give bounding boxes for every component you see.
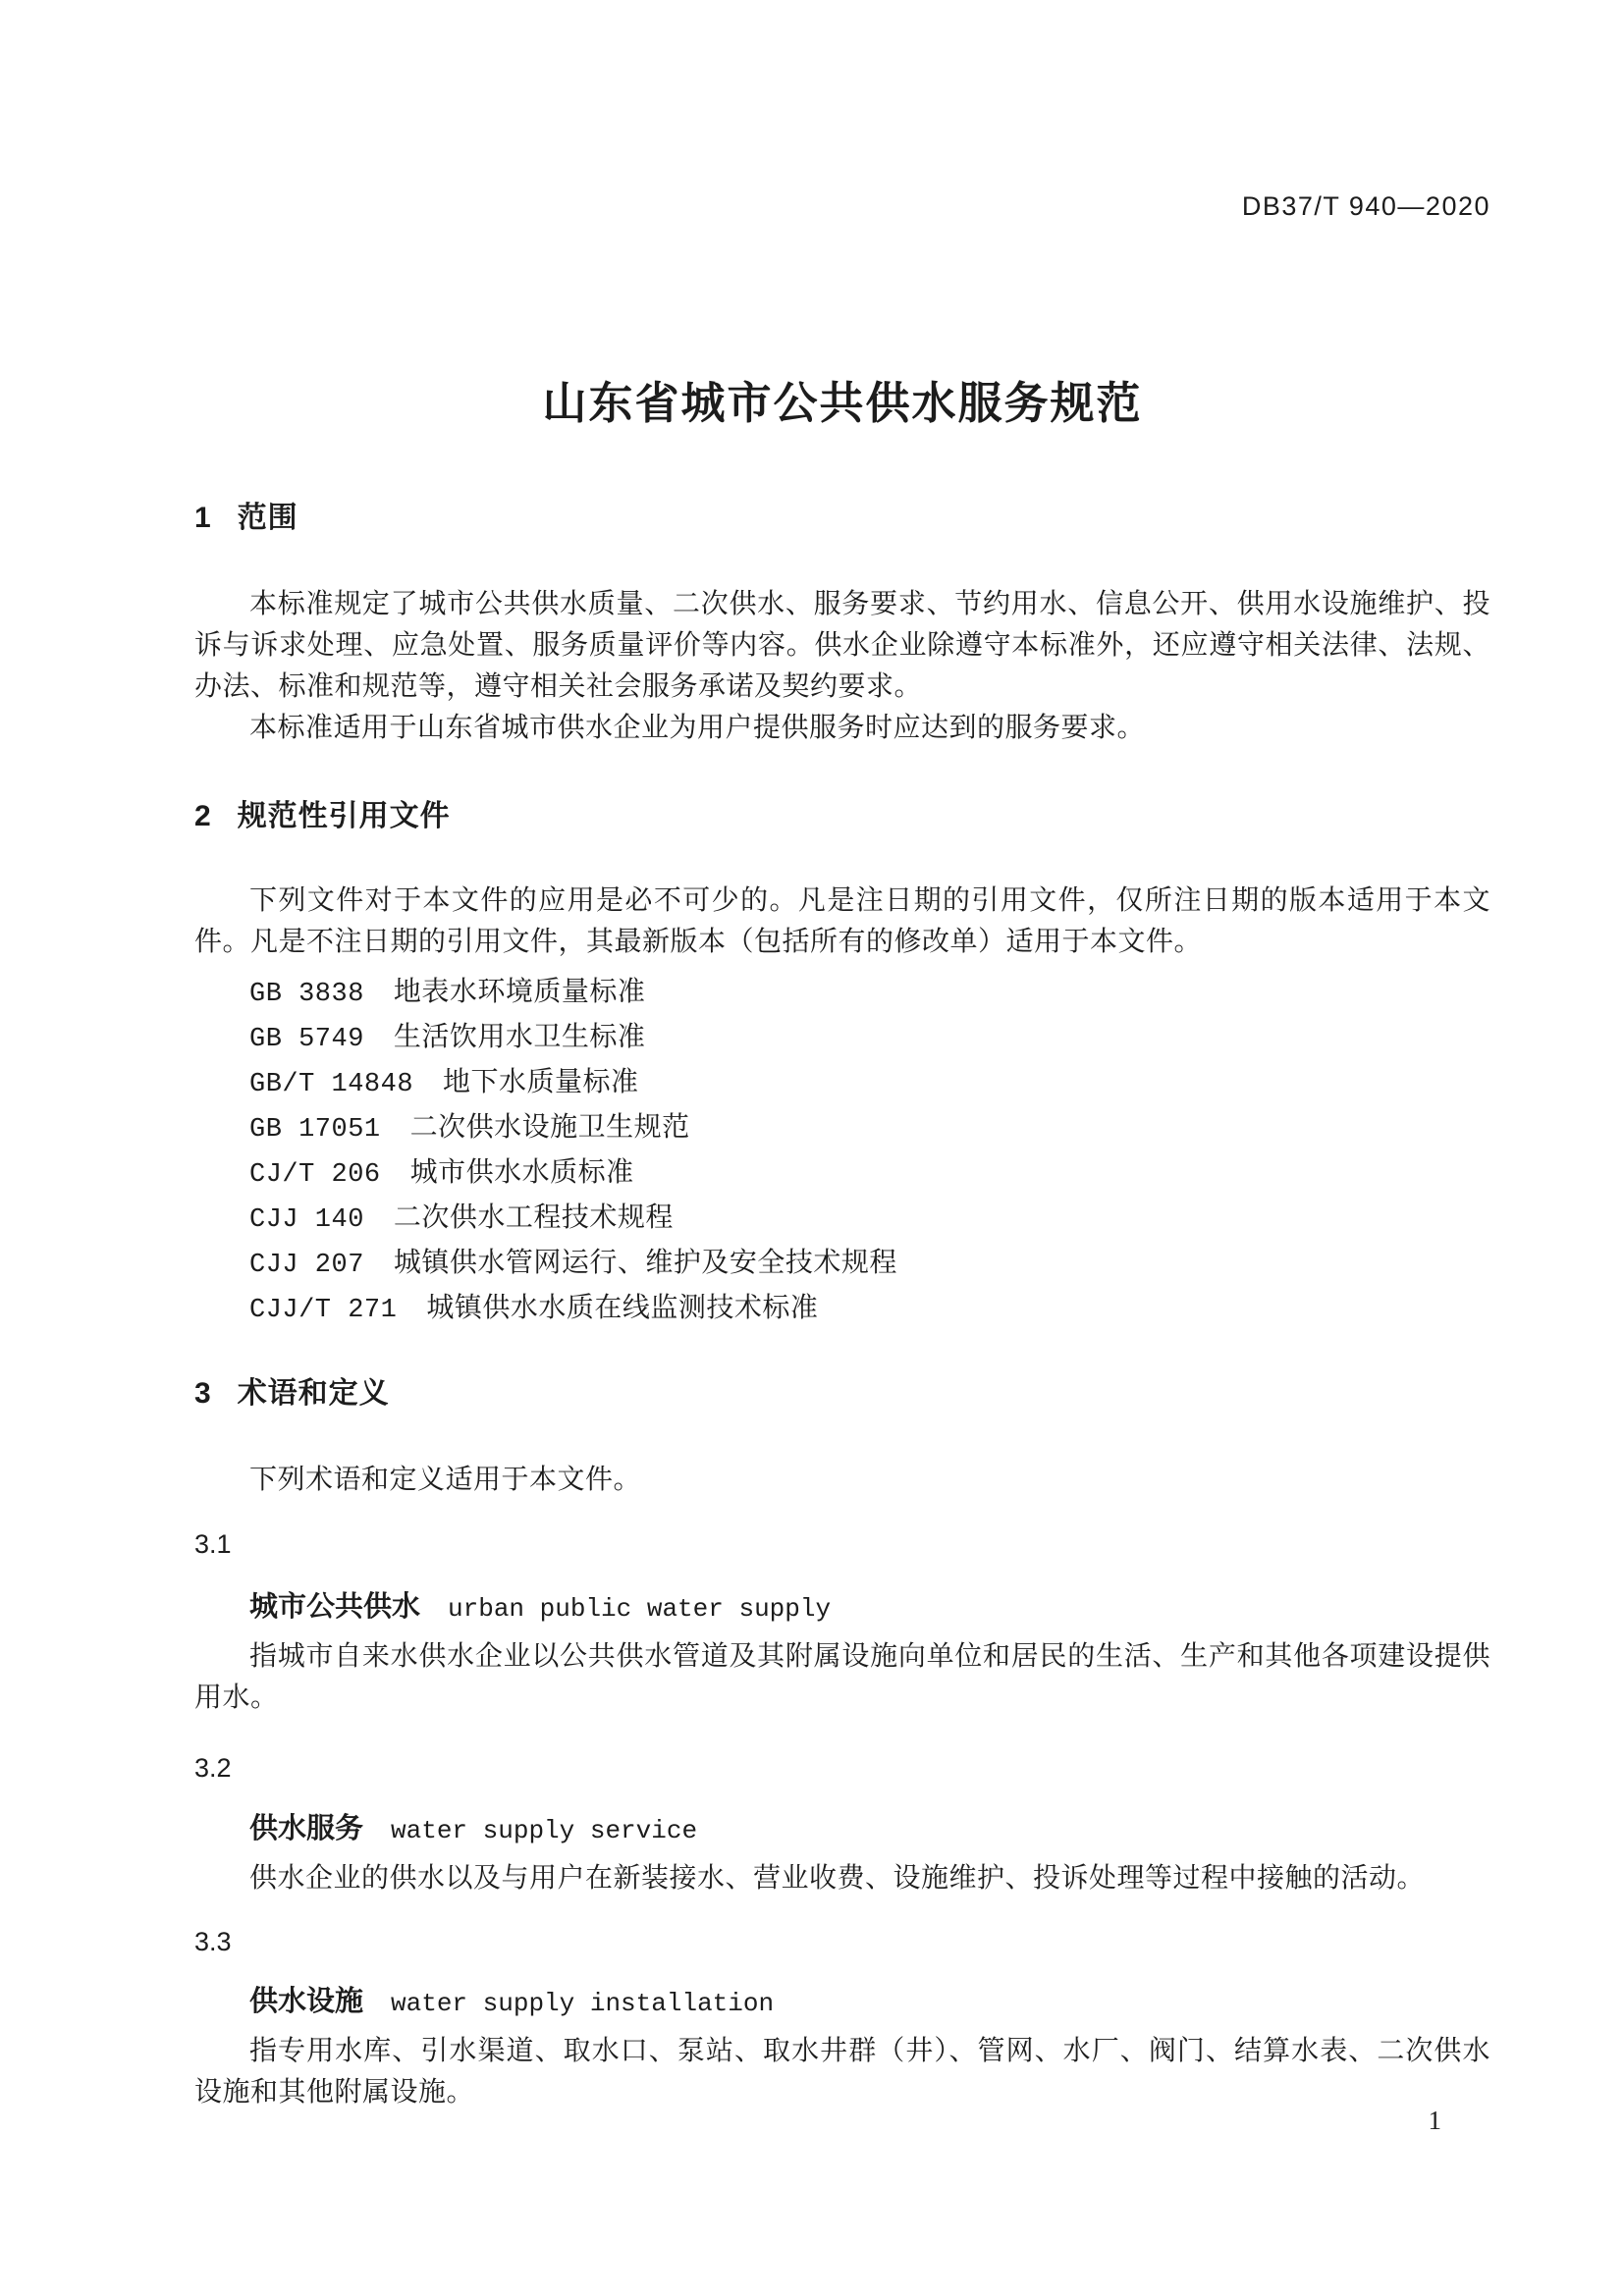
reference-title: 城市供水水质标准 — [409, 1157, 634, 1188]
reference-item — [249, 1287, 1490, 1332]
reference-code: CJ/T 206 — [249, 1160, 381, 1190]
term-en-3-3: water supply installation — [391, 1989, 775, 2018]
term-en-3-2: water supply service — [391, 1816, 698, 1845]
term-entry-3-2 — [194, 1810, 1490, 1852]
document-content — [194, 0, 1490, 2113]
reference-title: 地下水质量标准 — [443, 1067, 639, 1097]
reference-item — [249, 1242, 1490, 1287]
term-zh-3-3: 供水设施 — [249, 1986, 364, 2017]
reference-item — [249, 1197, 1490, 1242]
reference-code: GB 5749 — [249, 1025, 364, 1054]
term-entry-3-1 — [194, 1588, 1490, 1630]
references-list — [194, 971, 1490, 1332]
section-3-heading — [194, 1375, 1490, 1413]
reference-item — [249, 1151, 1490, 1197]
section-2-heading — [194, 798, 1490, 835]
term-zh-3-1: 城市公共供水 — [249, 1591, 421, 1623]
reference-code: GB/T 14848 — [249, 1070, 414, 1099]
section-1-heading — [194, 500, 1490, 537]
reference-title: 生活饮用水卫生标准 — [393, 1022, 646, 1052]
reference-item — [249, 971, 1490, 1016]
section-2-title: 规范性引用文件 — [237, 800, 451, 832]
term-number-3-2: 3.2 — [194, 1753, 232, 1783]
reference-title: 二次供水设施卫生规范 — [409, 1112, 690, 1143]
reference-item — [249, 1106, 1490, 1151]
document-title: 山东省城市公共供水服务规范 — [542, 378, 1143, 428]
reference-item — [249, 1061, 1490, 1106]
term-zh-3-2: 供水服务 — [249, 1813, 364, 1844]
reference-code: CJJ/T 271 — [249, 1296, 398, 1325]
reference-title: 二次供水工程技术规程 — [393, 1202, 674, 1233]
reference-code: CJJ 207 — [249, 1251, 364, 1280]
reference-title: 地表水环境质量标准 — [393, 977, 646, 1007]
section-3-title: 术语和定义 — [237, 1377, 390, 1410]
term-number-3-3: 3.3 — [194, 1927, 232, 1956]
reference-code: GB 3838 — [249, 980, 364, 1009]
scope-paragraph-2: 本标准适用于山东省城市供水企业为用户提供服务时应达到的服务要求。 — [249, 713, 1146, 743]
section-3-number: 3 — [194, 1377, 212, 1410]
scope-paragraph-1: 本标准规定了城市公共供水质量、二次供水、服务要求、节约用水、信息公开、供用水设施维护、投诉与诉求处理、应急处置、服务质量评价等内容。供水企业除遵守本标准外，还应遵守相关法律、法规、办法、标准和规范等，遵守相关社会服务承诺及契约要求。 — [194, 589, 1490, 702]
reference-code: GB 17051 — [249, 1115, 381, 1145]
section-1-number: 1 — [194, 502, 212, 534]
term-definition-3-2: 供水企业的供水以及与用户在新装接水、营业收费、设施维护、投诉处理等过程中接触的活动。 — [249, 1863, 1426, 1894]
term-number-3-1: 3.1 — [194, 1529, 232, 1559]
reference-code: CJJ 140 — [249, 1205, 364, 1235]
references-intro: 下列文件对于本文件的应用是必不可少的。凡是注日期的引用文件，仅所注日期的版本适用于本文件。凡是不注日期的引用文件，其最新版本（包括所有的修改单）适用于本文件。 — [194, 885, 1490, 957]
page-number: 1 — [1428, 2106, 1441, 2135]
term-entry-3-3 — [194, 1983, 1490, 2025]
terms-intro: 下列术语和定义适用于本文件。 — [249, 1465, 642, 1495]
term-definition-3-3: 指专用水库、引水渠道、取水口、泵站、取水井群（井）、管网、水厂、阀门、结算水表、二次供水设施和其他附属设施。 — [194, 2036, 1490, 2108]
section-1-title: 范围 — [237, 502, 298, 534]
term-en-3-1: urban public water supply — [448, 1594, 832, 1624]
reference-title: 城镇供水管网运行、维护及安全技术规程 — [393, 1248, 897, 1278]
term-definition-3-1: 指城市自来水供水企业以公共供水管道及其附属设施向单位和居民的生活、生产和其他各项建设提供用水。 — [194, 1641, 1490, 1713]
reference-title: 城镇供水水质在线监测技术标准 — [426, 1293, 819, 1323]
reference-item — [249, 1016, 1490, 1061]
standard-code-header: DB37/T 940—2020 — [1241, 191, 1490, 221]
section-2-number: 2 — [194, 800, 212, 832]
